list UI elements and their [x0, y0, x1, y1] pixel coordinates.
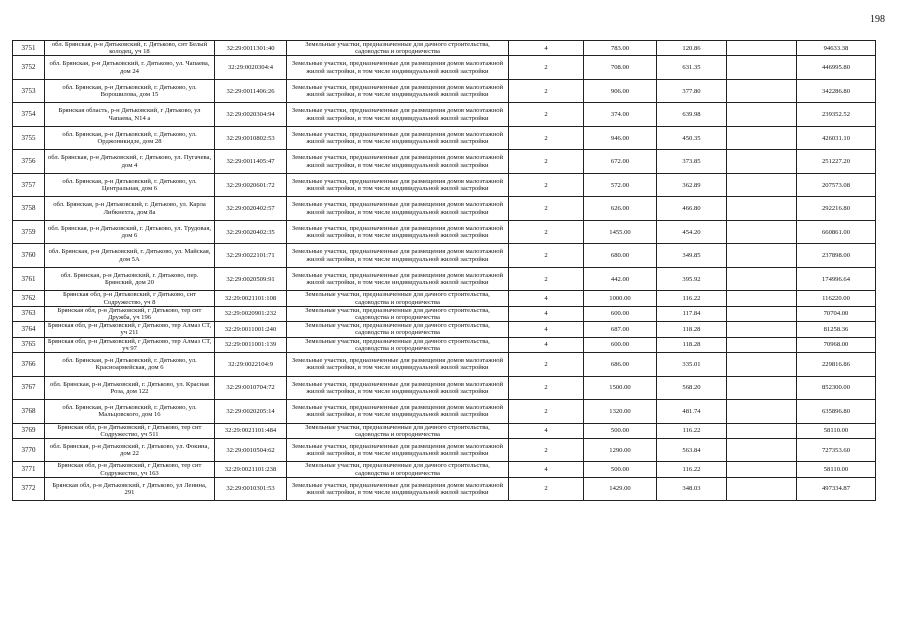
- group-cell: 2: [509, 56, 584, 80]
- cadastral-value-cell: 81258.36: [797, 322, 876, 337]
- address-cell: обл. Брянская, р-н Дятьковский, г. Дятьково, ул. Мальцовского, дом 16: [45, 400, 215, 424]
- address-cell: обл. Брянская, р-н Дятьковский, г. Дятьково, ул. Ворошилова, дом 15: [45, 79, 215, 103]
- table-row: [13, 477, 876, 501]
- address-cell: обл. Брянская, р-н Дятьковский, г. Дятьково, ул. Центральная, дом 6: [45, 173, 215, 197]
- land-use-cell: Земельные участки, предназначенные для дачного строительства, садоводства и огородничества: [287, 322, 509, 337]
- table-row: [13, 438, 876, 462]
- cadastral-value-cell: 94633.38: [797, 41, 876, 56]
- cadastral-number-cell: 32:29:0020205:14: [215, 400, 287, 424]
- specific-value-cell: 377.80: [657, 79, 727, 103]
- cadastral-number-cell: 32:29:0021101:484: [215, 423, 287, 438]
- row-number-cell: 3765: [13, 337, 45, 352]
- cadastral-number-cell: 32:29:0020402:35: [215, 220, 287, 244]
- land-use-cell: Земельные участки, предназначенные для дачного строительства, садоводства и огородничества: [287, 41, 509, 56]
- empty-cell: [727, 462, 797, 477]
- cadastral-number-cell: 32:29:0020509:91: [215, 267, 287, 291]
- row-number-cell: 3763: [13, 306, 45, 321]
- group-cell: 2: [509, 220, 584, 244]
- page-number: 198: [870, 14, 885, 25]
- specific-value-cell: 450.35: [657, 126, 727, 150]
- cadastral-value-cell: 58110.00: [797, 462, 876, 477]
- group-cell: 2: [509, 353, 584, 377]
- cadastral-number-cell: 32:29:0011406:26: [215, 79, 287, 103]
- cadastral-value-cell: 174996.64: [797, 267, 876, 291]
- group-cell: 4: [509, 291, 584, 306]
- land-use-cell: Земельные участки, предназначенные для размещения домов малоэтажной жилой застройки, в том числе индивидуальной жилой застройки: [287, 150, 509, 174]
- address-cell: обл. Брянская, р-н Дятьковский, г. Дятьково, ул. Трудовая, дом 6: [45, 220, 215, 244]
- land-use-cell: Земельные участки, предназначенные для дачного строительства, садоводства и огородничества: [287, 337, 509, 352]
- specific-value-cell: 466.80: [657, 197, 727, 221]
- table-row: [13, 244, 876, 268]
- empty-cell: [727, 220, 797, 244]
- address-cell: обл. Брянская, р-н Дятьковский, г. Дятьково, ул. Майская, дом 5А: [45, 244, 215, 268]
- address-cell: Брянская обл, р-н Дятьковский, г Дятьково, тер снт Содружество, уч 163: [45, 462, 215, 477]
- address-cell: обл. Брянская, р-н Дятьковский, г. Дятьково, ул. Орджоникидзе, дом 28: [45, 126, 215, 150]
- cadastral-number-cell: 32:29:0021101:238: [215, 462, 287, 477]
- area-cell: 572.00: [584, 173, 657, 197]
- address-cell: обл. Брянская, р-н Дятьковский, г. Дятьково, ул. Чапаева, дом 24: [45, 56, 215, 80]
- address-cell: Брянская обл, р-н Дятьковский, г Дятьково, ул Ленина, 291: [45, 477, 215, 501]
- land-use-cell: Земельные участки, предназначенные для размещения домов малоэтажной жилой застройки, в том числе индивидуальной жилой застройки: [287, 103, 509, 127]
- land-use-cell: Земельные участки, предназначенные для размещения домов малоэтажной жилой застройки, в том числе индивидуальной жилой застройки: [287, 400, 509, 424]
- cadastral-value-cell: 116220.00: [797, 291, 876, 306]
- empty-cell: [727, 353, 797, 377]
- area-cell: 1000.00: [584, 291, 657, 306]
- group-cell: 2: [509, 438, 584, 462]
- area-cell: 442.00: [584, 267, 657, 291]
- specific-value-cell: 120.86: [657, 41, 727, 56]
- specific-value-cell: 117.84: [657, 306, 727, 321]
- land-use-cell: Земельные участки, предназначенные для размещения домов малоэтажной жилой застройки, в том числе индивидуальной жилой застройки: [287, 79, 509, 103]
- table-row: [13, 56, 876, 80]
- empty-cell: [727, 244, 797, 268]
- cadastral-value-cell: 342286.80: [797, 79, 876, 103]
- area-cell: 906.00: [584, 79, 657, 103]
- group-cell: 2: [509, 376, 584, 400]
- row-number-cell: 3769: [13, 423, 45, 438]
- specific-value-cell: 563.84: [657, 438, 727, 462]
- area-cell: 600.00: [584, 337, 657, 352]
- empty-cell: [727, 477, 797, 501]
- row-number-cell: 3762: [13, 291, 45, 306]
- specific-value-cell: 639.98: [657, 103, 727, 127]
- specific-value-cell: 335.01: [657, 353, 727, 377]
- table-row: [13, 173, 876, 197]
- cadastral-number-cell: 32:29:0010301:53: [215, 477, 287, 501]
- cadastral-value-cell: 229816.86: [797, 353, 876, 377]
- cadastral-number-cell: 32:29:0022101:71: [215, 244, 287, 268]
- cadastral-number-cell: 32:29:0010504:62: [215, 438, 287, 462]
- row-number-cell: 3760: [13, 244, 45, 268]
- empty-cell: [727, 291, 797, 306]
- empty-cell: [727, 103, 797, 127]
- specific-value-cell: 118.28: [657, 337, 727, 352]
- group-cell: 2: [509, 79, 584, 103]
- empty-cell: [727, 267, 797, 291]
- row-number-cell: 3752: [13, 56, 45, 80]
- cadastral-value-cell: 237898.00: [797, 244, 876, 268]
- address-cell: Брянская обл, р-н Дятьковский, г Дятьково, тер снт Дружба, уч 196: [45, 306, 215, 321]
- table-row: [13, 322, 876, 337]
- land-use-cell: Земельные участки, предназначенные для дачного строительства, садоводства и огородничества: [287, 462, 509, 477]
- cadastral-number-cell: 32:29:0011301:40: [215, 41, 287, 56]
- empty-cell: [727, 173, 797, 197]
- group-cell: 2: [509, 197, 584, 221]
- specific-value-cell: 349.85: [657, 244, 727, 268]
- table-row: [13, 197, 876, 221]
- table-row: [13, 41, 876, 56]
- cadastral-number-cell: 32:29:0010704:72: [215, 376, 287, 400]
- empty-cell: [727, 337, 797, 352]
- cadastral-number-cell: 32:29:0020402:57: [215, 197, 287, 221]
- cadastral-number-cell: 32:29:0011001:240: [215, 322, 287, 337]
- cadastral-value-cell: 497334.87: [797, 477, 876, 501]
- area-cell: 783.00: [584, 41, 657, 56]
- row-number-cell: 3759: [13, 220, 45, 244]
- area-cell: 500.00: [584, 462, 657, 477]
- address-cell: обл. Брянская, р-н Дятьковский, г. Дятьково, ул. Красная Роза, дом 122: [45, 376, 215, 400]
- cadastral-value-cell: 426031.10: [797, 126, 876, 150]
- row-number-cell: 3757: [13, 173, 45, 197]
- address-cell: обл. Брянская, р-н Дятьковский, г. Дятьково, ул. Пугачева, дом 4: [45, 150, 215, 174]
- area-cell: 374.00: [584, 103, 657, 127]
- table-row: [13, 150, 876, 174]
- empty-cell: [727, 79, 797, 103]
- address-cell: Брянская обл, р-н Дятьковский, г Дятьково, тер Алмаз СТ, уч 97: [45, 337, 215, 352]
- area-cell: 1429.00: [584, 477, 657, 501]
- group-cell: 4: [509, 423, 584, 438]
- empty-cell: [727, 150, 797, 174]
- area-cell: 600.00: [584, 306, 657, 321]
- group-cell: 2: [509, 103, 584, 127]
- land-use-cell: Земельные участки, предназначенные для размещения домов малоэтажной жилой застройки, в том числе индивидуальной жилой застройки: [287, 477, 509, 501]
- cadastral-number-cell: 32:29:0020901:232: [215, 306, 287, 321]
- row-number-cell: 3767: [13, 376, 45, 400]
- cadastral-value-cell: 852300.00: [797, 376, 876, 400]
- empty-cell: [727, 322, 797, 337]
- specific-value-cell: 631.35: [657, 56, 727, 80]
- address-cell: обл. Брянская, р-н Дятьковский, г. Дятьково, ул. Карла Либкнехта, дом 8а: [45, 197, 215, 221]
- cadastral-value-cell: 70968.00: [797, 337, 876, 352]
- land-use-cell: Земельные участки, предназначенные для размещения домов малоэтажной жилой застройки, в том числе индивидуальной жилой застройки: [287, 353, 509, 377]
- table-row: [13, 267, 876, 291]
- row-number-cell: 3768: [13, 400, 45, 424]
- row-number-cell: 3771: [13, 462, 45, 477]
- specific-value-cell: 481.74: [657, 400, 727, 424]
- group-cell: 4: [509, 337, 584, 352]
- cadastral-value-cell: 727353.60: [797, 438, 876, 462]
- cadastral-number-cell: 32:29:0011405:47: [215, 150, 287, 174]
- land-use-cell: Земельные участки, предназначенные для размещения домов малоэтажной жилой застройки, в том числе индивидуальной жилой застройки: [287, 126, 509, 150]
- specific-value-cell: 395.92: [657, 267, 727, 291]
- cadastral-value-cell: 70704.00: [797, 306, 876, 321]
- land-use-cell: Земельные участки, предназначенные для размещения домов малоэтажной жилой застройки, в том числе индивидуальной жилой застройки: [287, 56, 509, 80]
- area-cell: 500.00: [584, 423, 657, 438]
- area-cell: 626.00: [584, 197, 657, 221]
- address-cell: обл. Брянская, р-н Дятьковский, г. Дятьково, пер. Брянский, дом 20: [45, 267, 215, 291]
- row-number-cell: 3764: [13, 322, 45, 337]
- address-cell: обл. Брянская, р-н Дятьковский, г. Дятьково, ул. Красноармейская, дом 6: [45, 353, 215, 377]
- row-number-cell: 3758: [13, 197, 45, 221]
- specific-value-cell: 116.22: [657, 423, 727, 438]
- area-cell: 708.00: [584, 56, 657, 80]
- land-use-cell: Земельные участки, предназначенные для размещения домов малоэтажной жилой застройки, в том числе индивидуальной жилой застройки: [287, 173, 509, 197]
- group-cell: 2: [509, 173, 584, 197]
- specific-value-cell: 568.20: [657, 376, 727, 400]
- row-number-cell: 3755: [13, 126, 45, 150]
- cadastral-number-cell: 32:29:0021101:108: [215, 291, 287, 306]
- table-row: [13, 79, 876, 103]
- cadastral-value-cell: 635896.80: [797, 400, 876, 424]
- area-cell: 1320.00: [584, 400, 657, 424]
- cadastral-value-cell: 207573.08: [797, 173, 876, 197]
- specific-value-cell: 373.85: [657, 150, 727, 174]
- specific-value-cell: 116.22: [657, 291, 727, 306]
- empty-cell: [727, 376, 797, 400]
- specific-value-cell: 362.89: [657, 173, 727, 197]
- group-cell: 2: [509, 244, 584, 268]
- group-cell: 2: [509, 400, 584, 424]
- land-use-cell: Земельные участки, предназначенные для дачного строительства, садоводства и огородничества: [287, 306, 509, 321]
- row-number-cell: 3770: [13, 438, 45, 462]
- table-row: [13, 306, 876, 321]
- specific-value-cell: 118.28: [657, 322, 727, 337]
- area-cell: 1290.00: [584, 438, 657, 462]
- table-row: [13, 462, 876, 477]
- cadastral-number-cell: 32:29:0020304:4: [215, 56, 287, 80]
- empty-cell: [727, 423, 797, 438]
- empty-cell: [727, 126, 797, 150]
- table-row: [13, 291, 876, 306]
- specific-value-cell: 116.22: [657, 462, 727, 477]
- row-number-cell: 3753: [13, 79, 45, 103]
- cadastral-value-cell: 446995.80: [797, 56, 876, 80]
- area-cell: 672.00: [584, 150, 657, 174]
- area-cell: 1500.00: [584, 376, 657, 400]
- cadastral-value-cell: 251227.20: [797, 150, 876, 174]
- address-cell: Брянская обл, р-н Дятьковский, г Дятьково, снт Содружество, уч 8: [45, 291, 215, 306]
- address-cell: обл. Брянская, р-н Дятьковский, г. Дятьково, снт Белый колодец, уч 18: [45, 41, 215, 56]
- area-cell: 946.00: [584, 126, 657, 150]
- cadastral-value-cell: 58110.00: [797, 423, 876, 438]
- empty-cell: [727, 400, 797, 424]
- specific-value-cell: 454.20: [657, 220, 727, 244]
- area-cell: 686.00: [584, 353, 657, 377]
- group-cell: 4: [509, 462, 584, 477]
- empty-cell: [727, 56, 797, 80]
- row-number-cell: 3766: [13, 353, 45, 377]
- row-number-cell: 3754: [13, 103, 45, 127]
- cadastral-number-cell: 32:29:0020601:72: [215, 173, 287, 197]
- area-cell: 687.00: [584, 322, 657, 337]
- specific-value-cell: 348.03: [657, 477, 727, 501]
- empty-cell: [727, 306, 797, 321]
- empty-cell: [727, 197, 797, 221]
- cadastral-number-cell: 32:29:0010802:53: [215, 126, 287, 150]
- cadastral-number-cell: 32:29:0022104:9: [215, 353, 287, 377]
- cadastral-number-cell: 32:29:0020304:94: [215, 103, 287, 127]
- group-cell: 4: [509, 306, 584, 321]
- row-number-cell: 3751: [13, 41, 45, 56]
- group-cell: 2: [509, 150, 584, 174]
- row-number-cell: 3772: [13, 477, 45, 501]
- empty-cell: [727, 41, 797, 56]
- land-use-cell: Земельные участки, предназначенные для размещения домов малоэтажной жилой застройки, в том числе индивидуальной жилой застройки: [287, 220, 509, 244]
- group-cell: 2: [509, 267, 584, 291]
- row-number-cell: 3761: [13, 267, 45, 291]
- address-cell: Брянская обл, р-н Дятьковский, г Дятьково, тер Алмаз СТ, уч 211: [45, 322, 215, 337]
- table-row: [13, 103, 876, 127]
- table-row: [13, 126, 876, 150]
- address-cell: Брянская обл, р-н Дятьковский, г Дятьково, тер снт Содружество, уч 511: [45, 423, 215, 438]
- land-use-cell: Земельные участки, предназначенные для размещения домов малоэтажной жилой застройки, в том числе индивидуальной жилой застройки: [287, 438, 509, 462]
- land-use-cell: Земельные участки, предназначенные для размещения домов малоэтажной жилой застройки, в том числе индивидуальной жилой застройки: [287, 244, 509, 268]
- address-cell: Брянская область, р-н Дятьковский, г Дятьково, ул Чапаева, N14 а: [45, 103, 215, 127]
- table-row: [13, 376, 876, 400]
- row-number-cell: 3756: [13, 150, 45, 174]
- land-use-cell: Земельные участки, предназначенные для размещения домов малоэтажной жилой застройки, в том числе индивидуальной жилой застройки: [287, 197, 509, 221]
- land-use-cell: Земельные участки, предназначенные для размещения домов малоэтажной жилой застройки, в том числе индивидуальной жилой застройки: [287, 376, 509, 400]
- land-use-cell: Земельные участки, предназначенные для размещения домов малоэтажной жилой застройки, в том числе индивидуальной жилой застройки: [287, 267, 509, 291]
- table-row: [13, 400, 876, 424]
- cadastral-value-cell: 660861.00: [797, 220, 876, 244]
- group-cell: 2: [509, 477, 584, 501]
- address-cell: обл. Брянская, р-н Дятьковский, г. Дятьково, ул. Фокина, дом 22: [45, 438, 215, 462]
- land-use-cell: Земельные участки, предназначенные для дачного строительства, садоводства и огородничества: [287, 423, 509, 438]
- group-cell: 4: [509, 41, 584, 56]
- cadastral-number-cell: 32:29:0011001:139: [215, 337, 287, 352]
- cadastral-value-table: [12, 40, 876, 501]
- table-row: [13, 220, 876, 244]
- table-row: [13, 337, 876, 352]
- table-row: [13, 353, 876, 377]
- cadastral-value-cell: 292216.80: [797, 197, 876, 221]
- area-cell: 680.00: [584, 244, 657, 268]
- group-cell: 4: [509, 322, 584, 337]
- empty-cell: [727, 438, 797, 462]
- area-cell: 1455.00: [584, 220, 657, 244]
- cadastral-value-cell: 239352.52: [797, 103, 876, 127]
- group-cell: 2: [509, 126, 584, 150]
- land-use-cell: Земельные участки, предназначенные для дачного строительства, садоводства и огородничества: [287, 291, 509, 306]
- table-row: [13, 423, 876, 438]
